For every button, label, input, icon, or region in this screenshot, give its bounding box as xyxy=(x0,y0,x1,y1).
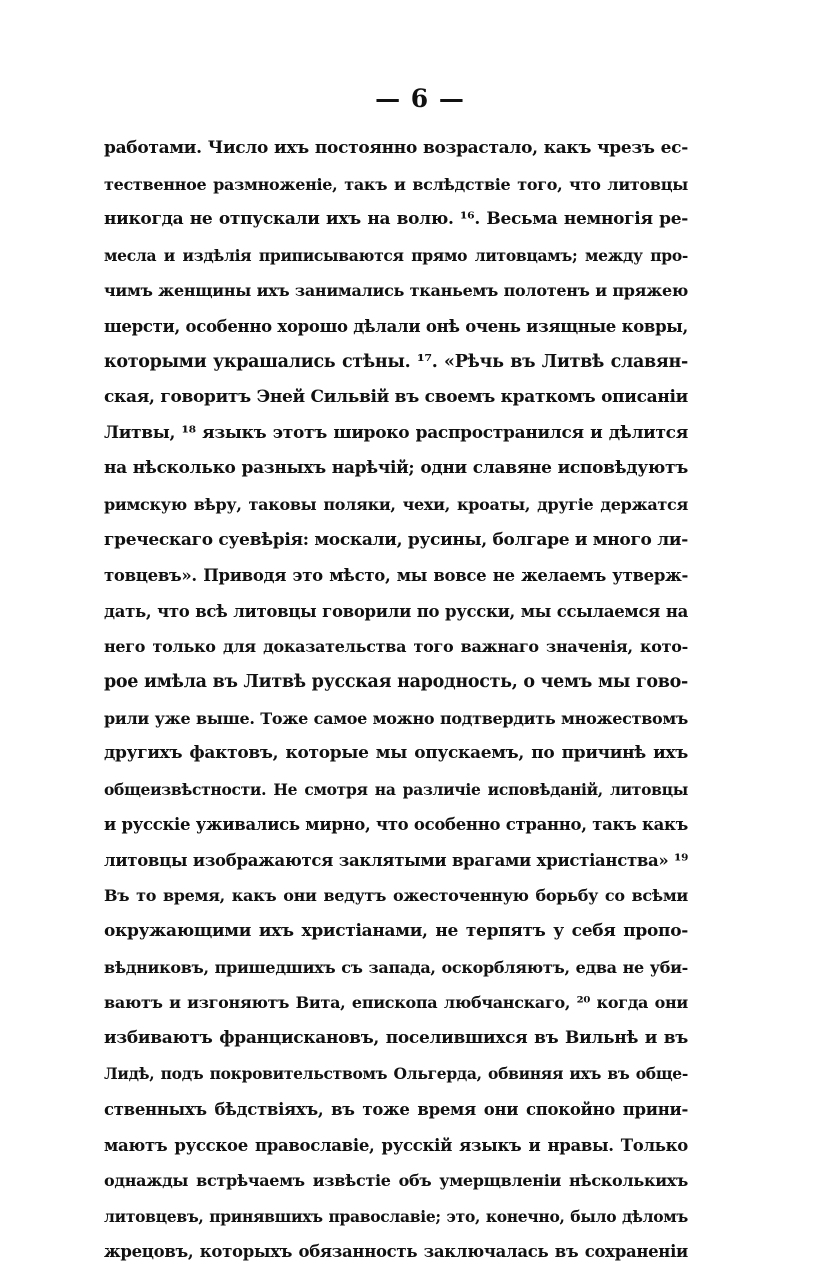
text-line: месла и издѣлія приписываются прямо литовцамъ; между про- xyxy=(104,245,688,265)
text-line: маютъ русское православіе, русскій языкъ и нравы. Только xyxy=(104,1135,688,1155)
text-line: Лидѣ, подъ покровительствомъ Ольгерда, обвиняя ихъ въ обще- xyxy=(104,1064,688,1084)
text-line: литовцевъ, принявшихъ православіе; это, конечно, было дѣломъ xyxy=(104,1206,688,1226)
text-line: рили уже выше. Тоже самое можно подтвердить множествомъ xyxy=(104,708,688,728)
text-line: избиваютъ францискановъ, поселившихся въ Вильнѣ и въ xyxy=(104,1027,688,1048)
text-line: однажды встрѣчаемъ извѣстіе объ умерщвленіи нѣсколькихъ xyxy=(104,1171,688,1191)
text-line: которыми украшались стѣны. ¹⁷. «Рѣчь въ Литвѣ славян- xyxy=(104,351,688,372)
text-line: жрецовъ, которыхъ обязанность заключалась въ сохраненіи xyxy=(104,1242,688,1262)
text-line: рое имѣла въ Литвѣ русская народность, о чемъ мы гово- xyxy=(104,671,688,692)
text-line: ственныхъ бѣдствіяхъ, въ тоже время они спокойно прини- xyxy=(104,1100,688,1120)
text-line: Литвы, ¹⁸ языкъ этотъ широко распространился и дѣлится xyxy=(104,422,688,443)
text-line: чимъ женщины ихъ занимались тканьемъ полотенъ и пряжею xyxy=(104,281,688,301)
text-line: никогда не отпускали ихъ на волю. ¹⁶. Весьма немногія ре- xyxy=(104,209,688,230)
text-line: общеизвѣстности. Не смотря на различіе исповѣданій, литовцы xyxy=(104,779,688,799)
text-line: работами. Число ихъ постоянно возрастало, какъ чрезъ ес- xyxy=(104,138,688,158)
text-line: и русскіе уживались мирно, что особенно странно, такъ какъ xyxy=(104,815,688,835)
text-line: него только для доказательства того важнаго значенія, кото- xyxy=(104,637,688,657)
text-line: вѣдниковъ, пришедшихъ съ запада, оскорбляютъ, едва не уби- xyxy=(104,957,688,977)
text-line: шерсти, особенно хорошо дѣлали онѣ очень изящные ковры, xyxy=(104,316,688,336)
page-number: — 6 — xyxy=(375,84,465,113)
text-line: ская, говоритъ Эней Сильвій въ своемъ краткомъ описаніи xyxy=(104,387,688,408)
text-line: дать, что всѣ литовцы говорили по русски, мы ссылаемся на xyxy=(104,601,688,621)
text-line: литовцы изображаются заклятыми врагами христіанства» ¹⁹ xyxy=(104,850,688,870)
text-line: тественное размноженіе, такъ и вслѣдствіе того, что литовцы xyxy=(104,174,688,194)
text-line: окружающими ихъ христіанами, не терпятъ у себя пропо- xyxy=(104,921,688,942)
text-line: Въ то время, какъ они ведутъ ожесточенную борьбу со всѣми xyxy=(104,886,688,906)
body-text xyxy=(104,131,688,1270)
text-line: ваютъ и изгоняютъ Вита, епископа любчанскаго, ²⁰ когда они xyxy=(104,993,688,1013)
text-line: другихъ фактовъ, которые мы опускаемъ, по причинѣ ихъ xyxy=(104,743,688,764)
text-line: товцевъ». Приводя это мѣсто, мы вовсе не желаемъ утверж- xyxy=(104,566,688,586)
text-line: на нѣсколько разныхъ нарѣчій; одни славяне исповѣдуютъ xyxy=(104,458,688,479)
text-line: римскую вѣру, таковы поляки, чехи, кроаты, другіе держатся xyxy=(104,494,688,514)
text-line: греческаго суевѣрія: москали, русины, болгаре и много ли- xyxy=(104,529,688,550)
